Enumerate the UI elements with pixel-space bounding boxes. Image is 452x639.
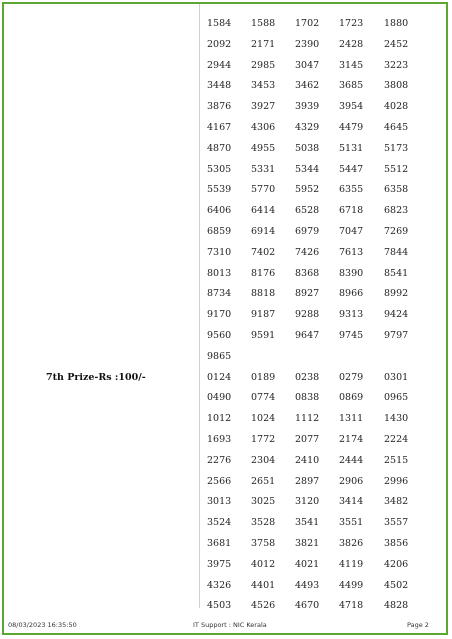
ticket-number: 4955 — [251, 142, 276, 154]
ticket-number: 0124 — [207, 371, 232, 383]
ticket-number: 0838 — [295, 392, 320, 404]
ticket-number: 3856 — [384, 538, 409, 549]
ticket-number: 2276 — [207, 454, 232, 466]
ticket-number: 6859 — [207, 226, 232, 237]
ticket-number: 4401 — [251, 579, 276, 591]
ticket-number: 3145 — [339, 59, 364, 71]
ticket-number: 2428 — [339, 38, 364, 50]
table-row — [4, 455, 444, 477]
table-row — [4, 580, 444, 602]
table-row — [4, 496, 444, 518]
ticket-number: 9797 — [384, 330, 409, 341]
ticket-number: 0279 — [339, 371, 364, 383]
ticket-number: 6823 — [384, 205, 409, 217]
ticket-number: 1112 — [295, 413, 320, 425]
ticket-number: 1024 — [251, 413, 276, 425]
table-row — [4, 247, 444, 269]
ticket-number: 3685 — [339, 80, 364, 92]
ticket-number: 6528 — [295, 205, 320, 217]
ticket-number: 1430 — [384, 413, 409, 425]
table-row — [4, 434, 444, 456]
ticket-number: 1702 — [295, 18, 320, 29]
ticket-number: 9560 — [207, 330, 232, 341]
ticket-number: 4167 — [207, 122, 232, 133]
table-row — [4, 288, 444, 310]
ticket-number: 3821 — [295, 538, 320, 549]
ticket-number: 3047 — [295, 59, 320, 71]
ticket-number: 3826 — [339, 538, 364, 549]
ticket-number: 1012 — [207, 413, 232, 425]
ticket-number: 6979 — [295, 226, 320, 237]
table-row — [4, 392, 444, 414]
table-row — [4, 205, 444, 227]
ticket-number: 0965 — [384, 392, 409, 404]
ticket-number: 5539 — [207, 184, 232, 196]
table-row — [4, 60, 444, 82]
ticket-number: 3462 — [295, 80, 320, 92]
ticket-number: 5344 — [295, 163, 320, 175]
ticket-number: 6718 — [339, 205, 364, 217]
ticket-number: 3223 — [384, 59, 409, 71]
table-row — [4, 538, 444, 560]
ticket-number: 2444 — [339, 454, 364, 466]
ticket-number: 8013 — [207, 267, 232, 279]
ticket-number: 2224 — [384, 434, 409, 445]
ticket-number: 3524 — [207, 517, 232, 529]
ticket-number: 7269 — [384, 226, 409, 237]
ticket-number: 0301 — [384, 371, 409, 383]
ticket-number: 4526 — [251, 600, 276, 612]
ticket-number: 4670 — [295, 600, 320, 612]
table-row — [4, 101, 444, 123]
ticket-number: 7426 — [295, 246, 320, 258]
table-row — [4, 184, 444, 206]
document-page — [2, 2, 448, 635]
table-row — [4, 351, 444, 373]
ticket-number: 6406 — [207, 205, 232, 217]
ticket-number: 4329 — [295, 122, 320, 133]
ticket-number: 7310 — [207, 246, 232, 258]
ticket-number: 8176 — [251, 267, 276, 279]
ticket-number: 9187 — [251, 309, 276, 321]
ticket-number: 4828 — [384, 600, 409, 612]
ticket-number: 3448 — [207, 80, 232, 92]
footer-page-number: Page 2 — [407, 621, 429, 629]
ticket-number: 4306 — [251, 122, 276, 133]
table-row — [4, 309, 444, 331]
ticket-number: 3025 — [251, 496, 276, 508]
ticket-number: 4021 — [295, 558, 320, 570]
ticket-number: 3453 — [251, 80, 276, 92]
ticket-number: 3414 — [339, 496, 364, 508]
ticket-number: 9745 — [339, 330, 364, 341]
ticket-number: 2410 — [295, 454, 320, 466]
ticket-number: 3927 — [251, 101, 276, 113]
table-row — [4, 80, 444, 102]
ticket-number: 5038 — [295, 142, 320, 154]
ticket-number: 2944 — [207, 59, 232, 71]
table-row — [4, 122, 444, 144]
ticket-number: 8818 — [251, 288, 276, 300]
ticket-number: 2897 — [295, 475, 320, 487]
ticket-number: 3758 — [251, 538, 276, 549]
ticket-number: 8992 — [384, 288, 409, 300]
table-row — [4, 18, 444, 40]
ticket-number: 8966 — [339, 288, 364, 300]
ticket-number: 6914 — [251, 226, 276, 237]
ticket-number: 2515 — [384, 454, 409, 466]
ticket-number: 0869 — [339, 392, 364, 404]
ticket-number: 8541 — [384, 267, 409, 279]
ticket-number: 9288 — [295, 309, 320, 321]
ticket-number: 2651 — [251, 475, 276, 487]
ticket-number: 4870 — [207, 142, 232, 154]
ticket-number: 4119 — [339, 558, 364, 570]
ticket-number: 3120 — [295, 496, 320, 508]
ticket-number: 8927 — [295, 288, 320, 300]
ticket-number: 2985 — [251, 59, 276, 71]
ticket-number: 5331 — [251, 163, 276, 175]
ticket-number: 4479 — [339, 122, 364, 133]
ticket-number: 9313 — [339, 309, 364, 321]
ticket-number: 3954 — [339, 101, 364, 113]
ticket-number: 7613 — [339, 246, 364, 258]
ticket-number: 5770 — [251, 184, 276, 196]
ticket-number: 2174 — [339, 434, 364, 445]
ticket-number: 0774 — [251, 392, 276, 404]
prize-7-label: 7th Prize-Rs :100/- — [46, 371, 146, 383]
ticket-number: 9865 — [207, 350, 232, 362]
ticket-number: 5173 — [384, 142, 409, 154]
ticket-number: 4012 — [251, 558, 276, 570]
ticket-number: 5952 — [295, 184, 320, 196]
table-row — [4, 476, 444, 498]
ticket-number: 9424 — [384, 309, 409, 321]
ticket-number: 4499 — [339, 579, 364, 591]
ticket-number: 6355 — [339, 184, 364, 196]
ticket-number: 2092 — [207, 38, 232, 50]
table-row — [4, 39, 444, 61]
ticket-number: 1693 — [207, 434, 232, 445]
ticket-number: 4718 — [339, 600, 364, 612]
ticket-number: 7844 — [384, 246, 409, 258]
table-row — [4, 413, 444, 435]
ticket-number: 0189 — [251, 371, 276, 383]
ticket-number: 1723 — [339, 18, 364, 29]
ticket-number: 2906 — [339, 475, 364, 487]
table-row — [4, 559, 444, 581]
ticket-number: 4028 — [384, 101, 409, 113]
ticket-number: 4206 — [384, 558, 409, 570]
ticket-number: 1584 — [207, 18, 232, 29]
ticket-number: 5305 — [207, 163, 232, 175]
ticket-number: 8390 — [339, 267, 364, 279]
ticket-number: 3808 — [384, 80, 409, 92]
ticket-number: 7402 — [251, 246, 276, 258]
ticket-number: 3541 — [295, 517, 320, 529]
ticket-number: 4326 — [207, 579, 232, 591]
table-row — [4, 517, 444, 539]
ticket-number: 6358 — [384, 184, 409, 196]
ticket-number: 2996 — [384, 475, 409, 487]
ticket-number: 3013 — [207, 496, 232, 508]
ticket-number: 2566 — [207, 475, 232, 487]
table-row — [4, 330, 444, 352]
ticket-number: 2452 — [384, 38, 409, 50]
table-row — [4, 143, 444, 165]
footer-timestamp: 08/03/2023 16:35:50 — [8, 621, 77, 629]
ticket-number: 5512 — [384, 163, 409, 175]
ticket-number: 5447 — [339, 163, 364, 175]
ticket-number: 0490 — [207, 392, 232, 404]
ticket-number: 3876 — [207, 101, 232, 113]
ticket-number: 3551 — [339, 517, 364, 529]
ticket-number: 7047 — [339, 226, 364, 237]
table-row — [4, 268, 444, 290]
ticket-number: 3939 — [295, 101, 320, 113]
ticket-number: 9647 — [295, 330, 320, 341]
ticket-number: 2304 — [251, 454, 276, 466]
ticket-number: 3528 — [251, 517, 276, 529]
ticket-number: 1880 — [384, 18, 409, 29]
ticket-number: 2171 — [251, 38, 276, 50]
ticket-number: 3557 — [384, 517, 409, 529]
ticket-number: 4503 — [207, 600, 232, 612]
ticket-number: 3975 — [207, 558, 232, 570]
ticket-number: 1588 — [251, 18, 276, 29]
ticket-number: 4493 — [295, 579, 320, 591]
ticket-number: 8734 — [207, 288, 232, 300]
ticket-number: 1772 — [251, 434, 276, 445]
table-row — [4, 600, 444, 622]
footer-support: IT Support : NIC Kerala — [193, 621, 267, 629]
ticket-number: 0238 — [295, 371, 320, 383]
ticket-number: 4502 — [384, 579, 409, 591]
ticket-number: 3681 — [207, 538, 232, 549]
table-row — [4, 226, 444, 248]
ticket-number: 2077 — [295, 434, 320, 445]
ticket-number: 4645 — [384, 122, 409, 133]
ticket-number: 6414 — [251, 205, 276, 217]
table-row — [4, 164, 444, 186]
ticket-number: 9170 — [207, 309, 232, 321]
ticket-number: 3482 — [384, 496, 409, 508]
ticket-number: 5131 — [339, 142, 364, 154]
ticket-number: 9591 — [251, 330, 276, 341]
ticket-number: 2390 — [295, 38, 320, 50]
ticket-number: 8368 — [295, 267, 320, 279]
ticket-number: 1311 — [339, 413, 364, 425]
